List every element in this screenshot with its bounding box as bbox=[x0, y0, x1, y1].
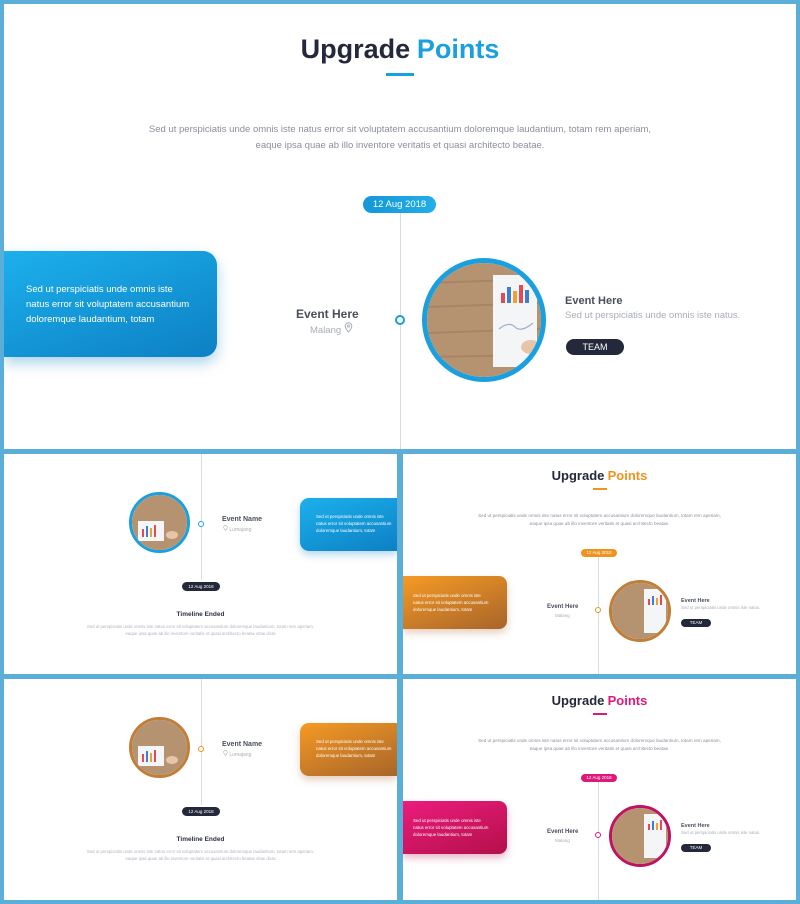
slide-description bbox=[4, 122, 796, 154]
desk-chart-photo-icon bbox=[132, 720, 187, 775]
slide-title bbox=[403, 693, 796, 708]
event-location-text: Lumajang bbox=[229, 527, 252, 533]
timeline-ended-title: Timeline Ended bbox=[176, 611, 225, 618]
thumbnail-slide-1[interactable] bbox=[4, 454, 397, 674]
card-line-2: natus error sit voluptatem accusantium bbox=[413, 825, 489, 830]
title-word-upgrade: Upgrade bbox=[300, 34, 411, 64]
event-right-description: Sed ut perspiciatis unde omnis iste natus. bbox=[681, 605, 761, 610]
date-badge: 12 Aug 2018 bbox=[182, 582, 220, 591]
card-line-3: doloremque laudantium, totam bbox=[316, 528, 376, 533]
card-line-1: Sed ut perspiciatis unde omnis iste bbox=[316, 739, 384, 744]
thumbnail-slide-4[interactable] bbox=[403, 679, 796, 900]
title-word-upgrade: Upgrade bbox=[551, 468, 605, 483]
timeline-node bbox=[595, 607, 601, 613]
event-left-location: Malang bbox=[555, 613, 570, 618]
end-line-2: eaque ipsa quae ab illo inventore veritatis et quasi architecto beatae vitae dicta bbox=[125, 631, 276, 636]
card-line-1: Sed ut perspiciatis unde omnis iste bbox=[26, 284, 173, 295]
timeline-line bbox=[201, 454, 202, 580]
card-line-1: Sed ut perspiciatis unde omnis iste bbox=[413, 593, 481, 598]
team-button[interactable]: TEAM bbox=[681, 619, 711, 627]
event-left-location: Malang bbox=[555, 838, 570, 843]
card-line-1: Sed ut perspiciatis unde omnis iste bbox=[316, 514, 384, 519]
timeline-line bbox=[201, 679, 202, 805]
card-line-3: doloremque laudantium, totam bbox=[413, 832, 473, 837]
desk-chart-photo-icon bbox=[612, 808, 668, 864]
thumbnail-slide-3[interactable] bbox=[4, 679, 397, 900]
map-pin-icon bbox=[223, 525, 228, 533]
timeline-node bbox=[395, 315, 405, 325]
card-line-1: Sed ut perspiciatis unde omnis iste bbox=[413, 818, 481, 823]
description-line-2: eaque ipsa quae ab illo inventore veritatis et quasi architecto beatae. bbox=[529, 521, 670, 526]
card-line-3: doloremque laudantium, totam bbox=[413, 607, 473, 612]
event-photo bbox=[422, 258, 546, 382]
description-line-2: eaque ipsa quae ab illo inventore veritatis et quasi architecto beatae. bbox=[529, 746, 670, 751]
team-button[interactable]: TEAM bbox=[566, 339, 624, 355]
date-badge: 12 Aug 2018 bbox=[363, 196, 436, 213]
event-right-description: Sed ut perspiciatis unde omnis iste natus. bbox=[565, 310, 741, 321]
desk-chart-photo-icon bbox=[427, 263, 541, 377]
end-line-1: Sed ut perspiciatis unde omnis iste natus error sit voluptatem accusantium doloremque laudantium, totam rem aperiam, bbox=[86, 849, 315, 854]
map-pin-icon bbox=[344, 322, 353, 336]
event-photo bbox=[129, 717, 190, 778]
title-underline bbox=[593, 488, 607, 490]
timeline-line bbox=[598, 556, 599, 674]
event-photo bbox=[609, 580, 671, 642]
timeline-ended-title: Timeline Ended bbox=[176, 836, 225, 843]
timeline-node bbox=[198, 521, 204, 527]
title-word-points: Points bbox=[607, 468, 648, 483]
team-button[interactable]: TEAM bbox=[681, 844, 711, 852]
event-left-location-text: Malang bbox=[310, 325, 342, 336]
date-badge: 12 Aug 2018 bbox=[581, 549, 617, 557]
timeline-node bbox=[595, 832, 601, 838]
map-pin-icon bbox=[223, 750, 228, 758]
description-line-1: Sed ut perspiciatis unde omnis iste natus error sit voluptatem accusantium doloremque laudantium, totam rem aperiam, bbox=[478, 738, 721, 743]
event-card[interactable] bbox=[300, 723, 397, 776]
event-card-text bbox=[26, 282, 189, 327]
desk-chart-photo-icon bbox=[132, 495, 187, 550]
event-location bbox=[223, 525, 251, 533]
timeline-ended-description bbox=[4, 623, 397, 637]
slide-title bbox=[4, 34, 796, 65]
timeline-line bbox=[598, 781, 599, 900]
event-left-title: Event Here bbox=[547, 829, 579, 835]
event-card[interactable] bbox=[4, 251, 217, 357]
event-right-title: Event Here bbox=[565, 295, 623, 307]
event-card-text bbox=[413, 817, 488, 838]
event-right-title: Event Here bbox=[681, 598, 710, 604]
event-photo bbox=[609, 805, 671, 867]
main-slide[interactable] bbox=[4, 4, 796, 449]
timeline-line bbox=[400, 212, 401, 449]
desk-chart-photo-icon bbox=[612, 583, 668, 639]
event-title: Event Name bbox=[222, 741, 263, 748]
event-location bbox=[223, 750, 251, 758]
card-line-3: doloremque laudantium, totam bbox=[26, 314, 155, 325]
card-line-3: doloremque laudantium, totam bbox=[316, 753, 376, 758]
description-line-2: eaque ipsa quae ab illo inventore veritatis et quasi architecto beatae. bbox=[255, 140, 545, 151]
event-left-location bbox=[310, 322, 353, 336]
title-underline bbox=[386, 73, 414, 76]
end-line-1: Sed ut perspiciatis unde omnis iste natus error sit voluptatem accusantium doloremque laudantium, totam rem aperiam, bbox=[86, 624, 315, 629]
title-word-points: Points bbox=[607, 693, 648, 708]
card-line-2: natus error sit voluptatem accusantium bbox=[413, 600, 489, 605]
event-card[interactable] bbox=[300, 498, 397, 551]
event-right-description: Sed ut perspiciatis unde omnis iste natus. bbox=[681, 830, 761, 835]
description-line-1: Sed ut perspiciatis unde omnis iste natus error sit voluptatem accusantium doloremque laudantium, totam rem aperiam, bbox=[148, 124, 652, 135]
title-word-upgrade: Upgrade bbox=[551, 693, 605, 708]
title-underline bbox=[593, 713, 607, 715]
event-left-title: Event Here bbox=[296, 307, 359, 321]
end-line-2: eaque ipsa quae ab illo inventore veritatis et quasi architecto beatae vitae dicta bbox=[125, 856, 276, 861]
event-right-title: Event Here bbox=[681, 823, 710, 829]
event-title: Event Name bbox=[222, 516, 263, 523]
slide-description bbox=[403, 512, 796, 528]
title-word-points: Points bbox=[416, 34, 500, 64]
event-card-text bbox=[316, 513, 391, 534]
card-line-2: natus error sit voluptatem accusantium bbox=[316, 746, 392, 751]
timeline-node bbox=[198, 746, 204, 752]
card-line-2: natus error sit voluptatem accusantium bbox=[316, 521, 392, 526]
event-card-text bbox=[413, 592, 488, 613]
event-photo bbox=[129, 492, 190, 553]
slide-description bbox=[403, 737, 796, 753]
description-line-1: Sed ut perspiciatis unde omnis iste natus error sit voluptatem accusantium doloremque laudantium, totam rem aperiam, bbox=[478, 513, 721, 518]
date-badge: 12 Aug 2018 bbox=[581, 774, 617, 782]
thumbnail-slide-2[interactable] bbox=[403, 454, 796, 674]
event-left-title: Event Here bbox=[547, 604, 579, 610]
card-line-2: natus error sit voluptatem accusantium bbox=[26, 299, 190, 310]
event-card[interactable] bbox=[403, 576, 507, 629]
date-badge: 12 Aug 2018 bbox=[182, 807, 220, 816]
event-location-text: Lumajang bbox=[229, 752, 252, 758]
event-card[interactable] bbox=[403, 801, 507, 854]
event-card-text bbox=[316, 738, 391, 759]
slide-title bbox=[403, 468, 796, 483]
timeline-ended-description bbox=[4, 848, 397, 862]
